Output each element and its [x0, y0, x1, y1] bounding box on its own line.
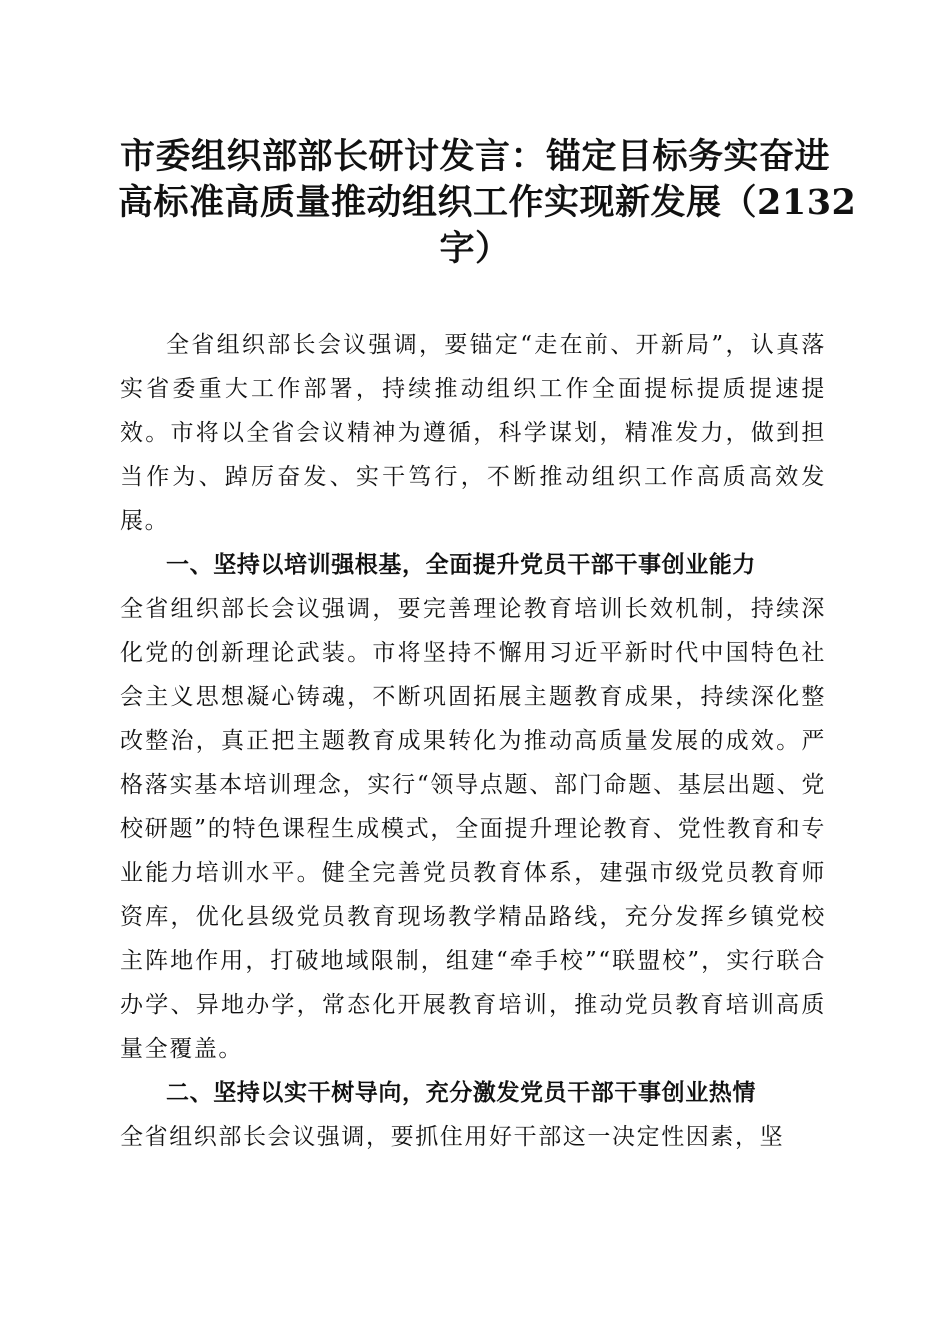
section-paragraph-1: 全省组织部长会议强调，要完善理论教育培训长效机制，持续深化党的创新理论武装。市将坚持不懈用习近平新时代中国特色社会主义思想凝心铸魂，不断巩固拓展主题教育成果，持续深化整改整治，真正把主题教育成果转化为推动高质量发展的成效。严格落实基本培训理念，实行“领导点题、部门命题、基层出题、党校研题”的特色课程生成模式，全面提升理论教育、党性教育和专业能力培训水平。健全完善党员教育体系，建强市级党员教育师资库，优化县级党员教育现场教学精品路线，充分发挥乡镇党校主阵地作用，打破地域限制，组建“牵手校”“联盟校”，实行联合办学、异地办学，常态化开展教育培训，推动党员教育培训高质量全覆盖。: [120, 596, 826, 1062]
section-heading-1: 一、坚持以培训强根基，全面提升党员干部干事创业能力: [166, 552, 756, 578]
document-body: [120, 323, 826, 1159]
title-line-2: 高标准高质量推动组织工作实现新发展（2132: [118, 182, 857, 223]
title-line-1: 市委组织部部长研讨发言：锚定目标务实奋进: [119, 136, 830, 177]
section-paragraph-2: 全省组织部长会议强调，要抓住用好干部这一决定性因素，坚: [120, 1124, 785, 1150]
section-heading-2: 二、坚持以实干树导向，充分激发党员干部干事创业热情: [166, 1080, 756, 1106]
intro-paragraph: 全省组织部长会议强调，要锚定“走在前、开新局”，认真落实省委重大工作部署，持续推动组织工作全面提标提质提速提效。市将以全省会议精神为遵循，科学谋划，精准发力，做到担当作为、踔厉奋发、实干笃行，不断推动组织工作高质高效发展。: [120, 332, 826, 534]
document-title: [118, 134, 857, 272]
title-line-3: 字）: [439, 228, 511, 269]
